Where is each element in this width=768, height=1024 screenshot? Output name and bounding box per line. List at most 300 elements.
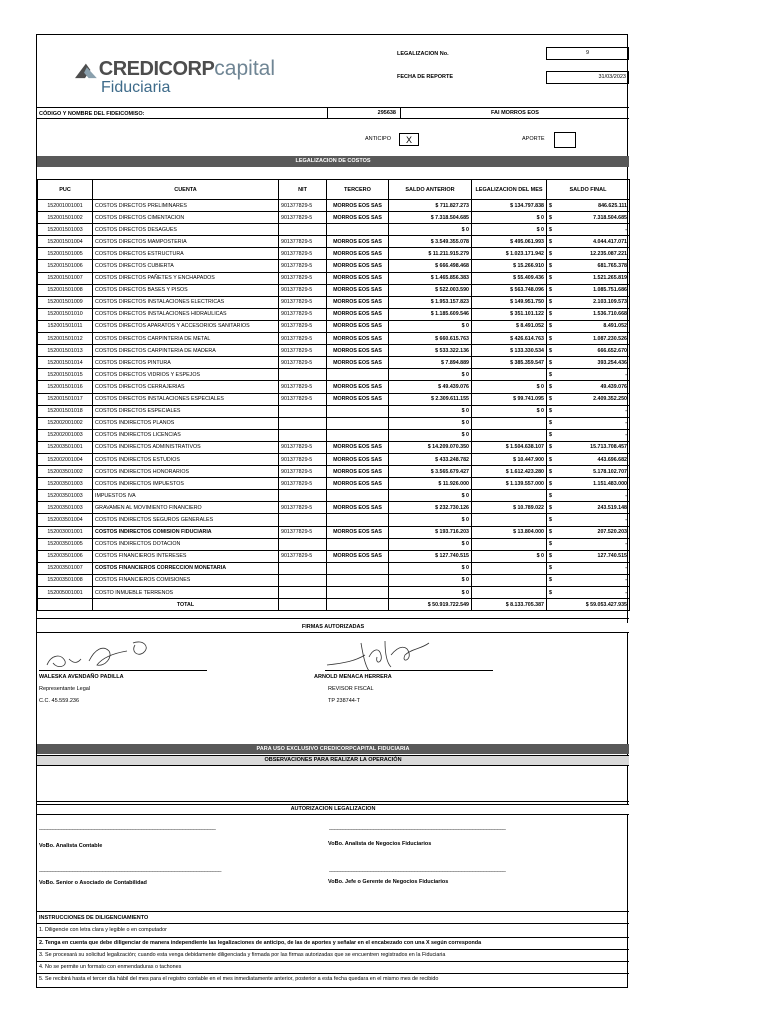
table-row	[38, 357, 630, 369]
cell-saldo-anterior: $ 433.248.782	[389, 453, 472, 465]
cell-tercero	[327, 562, 389, 574]
cell-nit: 901377829-5	[279, 320, 327, 332]
table-row	[38, 345, 630, 357]
table-row	[38, 550, 630, 562]
cell-saldo-anterior: $ 193.716.203	[389, 526, 472, 538]
cell-saldo-anterior: $ 2.309.611.155	[389, 393, 472, 405]
table-row	[38, 562, 630, 574]
cell-legalizacion-mes: $ 55.409.436	[472, 272, 547, 284]
cell-legalizacion-mes: $ 495.061.993	[472, 236, 547, 248]
cell-saldo-final	[547, 405, 630, 417]
cell-saldo-final	[547, 200, 630, 212]
cell-cuenta: COSTOS DIRECTOS MAMPOSTERIA	[93, 236, 279, 248]
cell-nit	[279, 587, 327, 599]
cell-legalizacion-mes: $ 385.359.547	[472, 357, 547, 369]
table-row	[38, 296, 630, 308]
cell-cuenta: COSTOS DIRECTOS PRELIMINARES	[93, 200, 279, 212]
saldo-final-value: 207.520.203	[597, 529, 627, 536]
cell-nit: 901377829-5	[279, 550, 327, 562]
cell-puc: 152001501014	[38, 357, 93, 369]
col-header-tercero: TERCERO	[327, 180, 389, 200]
currency-symbol: $	[549, 238, 552, 245]
total-label: TOTAL	[93, 599, 279, 611]
cell-tercero: MORROS EOS SAS	[327, 212, 389, 224]
cell-legalizacion-mes: $ 563.748.096	[472, 284, 547, 296]
cell-saldo-final	[547, 453, 630, 465]
saldo-final-value: 127.740.515	[597, 553, 627, 560]
codigo-number-field[interactable]: 295638	[327, 108, 401, 118]
autorizacion-band: AUTORIZACION LEGALIZACION	[37, 804, 629, 815]
cell-nit: 901377829-5	[279, 308, 327, 320]
cell-tercero: MORROS EOS SAS	[327, 296, 389, 308]
saldo-final-value: 846.625.111	[598, 202, 627, 209]
cell-saldo-final	[547, 248, 630, 260]
cell-legalizacion-mes: $ 134.797.838	[472, 200, 547, 212]
cell-puc: 152001501007	[38, 272, 93, 284]
cell-tercero: MORROS EOS SAS	[327, 453, 389, 465]
cell-saldo-final	[547, 441, 630, 453]
cell-puc: 152001501005	[38, 248, 93, 260]
cell-legalizacion-mes: $ 351.101.122	[472, 308, 547, 320]
cell-saldo-anterior: $ 14.209.070.350	[389, 441, 472, 453]
codigo-label: CÓDIGO Y NOMBRE DEL FIDEICOMISO:	[39, 111, 145, 117]
legalizacion-number-field[interactable]: 9	[546, 47, 629, 60]
vobo-senior-contabilidad: VoBo. Senior o Asociado de Contabilidad	[39, 880, 147, 886]
cell-saldo-anterior: $ 7.318.504.685	[389, 212, 472, 224]
currency-symbol: $	[549, 577, 552, 584]
cell-saldo-anterior: $ 0	[389, 587, 472, 599]
cell-saldo-final	[547, 296, 630, 308]
cell-cuenta: COSTOS INDIRECTOS LICENCIAS	[93, 429, 279, 441]
signature-left	[43, 637, 153, 671]
cell-puc: 152001501002	[38, 212, 93, 224]
cell-nit	[279, 429, 327, 441]
cell-tercero: MORROS EOS SAS	[327, 284, 389, 296]
saldo-final-value: 681.765.378	[597, 263, 627, 270]
cell-cuenta: COSTOS DIRECTOS CIMENTACION	[93, 212, 279, 224]
cell-puc: 152003001001	[38, 526, 93, 538]
cell-saldo-final	[547, 587, 630, 599]
cell-nit	[279, 369, 327, 381]
cell-legalizacion-mes: $ 8.491.052	[472, 320, 547, 332]
saldo-final-value: 8.491.052	[603, 323, 627, 330]
cell-tercero	[327, 417, 389, 429]
cell-cuenta: COSTOS DIRECTOS VIDRIOS Y ESPEJOS	[93, 369, 279, 381]
saldo-final-value: -	[625, 492, 627, 499]
cell-saldo-final	[547, 502, 630, 514]
cell-saldo-final	[547, 550, 630, 562]
firmas-title: FIRMAS AUTORIZADAS	[37, 623, 629, 633]
cell-nit: 901377829-5	[279, 345, 327, 357]
cell-tercero: MORROS EOS SAS	[327, 248, 389, 260]
cell-saldo-final	[547, 478, 630, 490]
currency-symbol: $	[549, 396, 552, 403]
saldo-final-value: 666.652.670	[597, 347, 627, 354]
cell-tercero: MORROS EOS SAS	[327, 466, 389, 478]
cell-puc: 152003501001	[38, 441, 93, 453]
cell-saldo-anterior: $ 11.926.000	[389, 478, 472, 490]
cell-legalizacion-mes: $ 1.612.423.280	[472, 466, 547, 478]
table-row	[38, 502, 630, 514]
cell-nit	[279, 417, 327, 429]
firma-right-role: REVISOR FISCAL	[328, 686, 374, 692]
cell-tercero: MORROS EOS SAS	[327, 200, 389, 212]
cell-tercero: MORROS EOS SAS	[327, 357, 389, 369]
currency-symbol: $	[549, 529, 552, 536]
currency-symbol: $	[549, 480, 552, 487]
total-saldo-final: $ 59.053.427.935	[547, 599, 630, 611]
currency-symbol: $	[549, 263, 552, 270]
cell-saldo-anterior: $ 1.465.856.383	[389, 272, 472, 284]
total-row	[38, 599, 630, 611]
cell-tercero	[327, 405, 389, 417]
table-row	[38, 308, 630, 320]
cell-nit: 901377829-5	[279, 478, 327, 490]
cell-cuenta: IMPUESTOS IVA	[93, 490, 279, 502]
cell-tercero: MORROS EOS SAS	[327, 502, 389, 514]
cell-cuenta: GRAVAMEN AL MOVIMIENTO FINANCIERO	[93, 502, 279, 514]
table-row	[38, 224, 630, 236]
cell-tercero	[327, 369, 389, 381]
cell-saldo-anterior: $ 711.827.273	[389, 200, 472, 212]
cell-tercero: MORROS EOS SAS	[327, 393, 389, 405]
cell-nit	[279, 490, 327, 502]
saldo-final-value: -	[625, 371, 627, 378]
cell-tercero	[327, 538, 389, 550]
credicorp-logo	[75, 53, 275, 97]
currency-symbol: $	[549, 250, 552, 257]
saldo-final-value: -	[625, 432, 627, 439]
cell-legalizacion-mes: $ 10.447.900	[472, 453, 547, 465]
cell-saldo-final	[547, 574, 630, 586]
instruccion-3: 3. Se procesará su solicitud legalización; cuando esta venga debidamente diligenciada y firmada por las firmas autorizadas que se encuentren registrados en la Fiduciaria	[39, 952, 446, 958]
costs-table	[37, 179, 630, 611]
cell-saldo-final	[547, 236, 630, 248]
saldo-final-value: 12.235.087.221	[590, 250, 627, 257]
cell-saldo-final	[547, 272, 630, 284]
saldo-final-value: 393.254.436	[597, 359, 627, 366]
currency-symbol: $	[549, 432, 552, 439]
cell-cuenta: COSTOS DIRECTOS PAÑETES Y ENCHAPADOS	[93, 272, 279, 284]
legalizacion-form	[36, 34, 628, 988]
cell-legalizacion-mes	[472, 574, 547, 586]
currency-symbol: $	[549, 371, 552, 378]
cell-nit: 901377829-5	[279, 526, 327, 538]
cell-puc: 152001501013	[38, 345, 93, 357]
cell-saldo-final	[547, 345, 630, 357]
cell-legalizacion-mes: $ 10.789.022	[472, 502, 547, 514]
cell-legalizacion-mes: $ 149.951.750	[472, 296, 547, 308]
table-row	[38, 248, 630, 260]
firma-right-name: ARNOLD MENACA HERRERA	[314, 674, 392, 680]
cell-saldo-anterior: $ 1.953.157.823	[389, 296, 472, 308]
cell-puc: 152003501003	[38, 502, 93, 514]
table-row	[38, 236, 630, 248]
table-row	[38, 405, 630, 417]
cell-nit: 901377829-5	[279, 453, 327, 465]
cell-nit: 901377829-5	[279, 393, 327, 405]
logo-brand-main: CREDICORP	[98, 58, 215, 80]
saldo-final-value: -	[625, 541, 627, 548]
cell-puc: 152002001003	[38, 429, 93, 441]
cell-saldo-final	[547, 466, 630, 478]
cell-puc: 152001501015	[38, 369, 93, 381]
cell-puc: 152001501011	[38, 320, 93, 332]
cell-saldo-final	[547, 514, 630, 526]
cell-puc: 152003501006	[38, 550, 93, 562]
total-saldo-anterior: $ 50.919.722.549	[389, 599, 472, 611]
cell-tercero	[327, 224, 389, 236]
vobo-jefe-negocios: VoBo. Jefe o Gerente de Negocios Fiduciarios	[328, 879, 449, 885]
table-row	[38, 490, 630, 502]
saldo-final-value: -	[625, 226, 627, 233]
cell-saldo-anterior: $ 666.498.468	[389, 260, 472, 272]
cell-saldo-final	[547, 333, 630, 345]
cell-puc: 152001501017	[38, 393, 93, 405]
cell-saldo-final	[547, 526, 630, 538]
cell-saldo-final	[547, 212, 630, 224]
saldo-final-value: -	[625, 565, 627, 572]
vobo-analista-contable: VoBo. Analista Contable	[39, 843, 103, 849]
cell-saldo-anterior: $ 0	[389, 369, 472, 381]
col-header-legalizacion-mes: LEGALIZACION DEL MES	[472, 180, 547, 200]
cell-puc: 152003501004	[38, 514, 93, 526]
instruccion-2: 2. Tenga en cuenta que debe diligenciar de manera independiente las legalizaciones de anticipo, de las de aportes y señalar en el encabezado con una X según corresponda	[39, 940, 482, 946]
currency-symbol: $	[549, 468, 552, 475]
cell-nit: 901377829-5	[279, 236, 327, 248]
cell-legalizacion-mes: $ 15.266.910	[472, 260, 547, 272]
cell-tercero: MORROS EOS SAS	[327, 526, 389, 538]
cell-tercero: MORROS EOS SAS	[327, 345, 389, 357]
cell-nit: 901377829-5	[279, 466, 327, 478]
cell-saldo-final	[547, 429, 630, 441]
cell-puc: 152003501002	[38, 466, 93, 478]
cell-cuenta: COSTOS INDIRECTOS HONORARIOS	[93, 466, 279, 478]
cell-legalizacion-mes: $ 99.741.095	[472, 393, 547, 405]
instrucciones-title: INSTRUCCIONES DE DILIGENCIAMIENTO	[39, 915, 149, 921]
saldo-final-value: 243.519.148	[597, 504, 627, 511]
currency-symbol: $	[549, 347, 552, 354]
cell-saldo-anterior: $ 11.211.915.279	[389, 248, 472, 260]
cell-nit: 901377829-5	[279, 284, 327, 296]
aporte-checkbox[interactable]	[554, 132, 576, 148]
firma-left-name: WALESKA AVENDAÑO PADILLA	[39, 674, 124, 680]
cell-saldo-anterior: $ 1.185.609.546	[389, 308, 472, 320]
cell-puc: 152001501009	[38, 296, 93, 308]
cell-tercero: MORROS EOS SAS	[327, 478, 389, 490]
cell-legalizacion-mes	[472, 369, 547, 381]
currency-symbol: $	[549, 299, 552, 306]
cell-saldo-anterior: $ 0	[389, 490, 472, 502]
currency-symbol: $	[549, 444, 552, 451]
cell-saldo-anterior: $ 3.565.679.427	[389, 466, 472, 478]
saldo-final-value: 2.409.352.250	[593, 396, 627, 403]
cell-legalizacion-mes	[472, 587, 547, 599]
col-header-puc: PUC	[38, 180, 93, 200]
cell-nit: 901377829-5	[279, 200, 327, 212]
currency-symbol: $	[549, 408, 552, 415]
anticipo-label: ANTICIPO	[365, 136, 391, 142]
col-header-cuenta: CUENTA	[93, 180, 279, 200]
cell-legalizacion-mes: $ 133.330.534	[472, 345, 547, 357]
cell-saldo-final	[547, 284, 630, 296]
cell-cuenta: COSTOS DIRECTOS DESAGUES	[93, 224, 279, 236]
cell-saldo-anterior: $ 0	[389, 417, 472, 429]
currency-symbol: $	[549, 287, 552, 294]
saldo-final-value: 1.087.230.526	[593, 335, 627, 342]
cell-cuenta: COSTOS DIRECTOS INSTALACIONES HIDRAULICAS	[93, 308, 279, 320]
cell-nit: 901377829-5	[279, 296, 327, 308]
table-row	[38, 441, 630, 453]
cell-puc: 152001501010	[38, 308, 93, 320]
cell-cuenta: COSTOS INDIRECTOS ADMINISTRATIVOS	[93, 441, 279, 453]
currency-symbol: $	[549, 275, 552, 282]
table-row	[38, 538, 630, 550]
vobo-analista-negocios: VoBo. Analista de Negocios Fiduciarios	[328, 841, 432, 847]
cell-tercero: MORROS EOS SAS	[327, 272, 389, 284]
cell-tercero	[327, 429, 389, 441]
cell-saldo-final	[547, 381, 630, 393]
saldo-final-value: 1.151.483.000	[593, 480, 627, 487]
cell-saldo-anterior: $ 0	[389, 538, 472, 550]
table-row	[38, 587, 630, 599]
table-row	[38, 478, 630, 490]
firma-left-id: C.C. 45.559.236	[39, 698, 80, 704]
saldo-final-value: 2.103.109.573	[593, 299, 627, 306]
fideicomiso-name-field[interactable]: FAI MORROS EOS	[491, 110, 539, 116]
cell-legalizacion-mes	[472, 562, 547, 574]
currency-symbol: $	[549, 420, 552, 427]
cell-legalizacion-mes: $ 0	[472, 212, 547, 224]
cell-saldo-anterior: $ 0	[389, 562, 472, 574]
cell-puc: 152001501004	[38, 236, 93, 248]
cell-puc: 152001501006	[38, 260, 93, 272]
col-header-nit: NIT	[279, 180, 327, 200]
cell-saldo-anterior: $ 7.894.889	[389, 357, 472, 369]
cell-legalizacion-mes: $ 0	[472, 405, 547, 417]
cell-cuenta: COSTOS INDIRECTOS PLANOS	[93, 417, 279, 429]
cell-legalizacion-mes: $ 1.023.171.942	[472, 248, 547, 260]
cell-nit: 901377829-5	[279, 357, 327, 369]
cell-tercero: MORROS EOS SAS	[327, 441, 389, 453]
cell-nit	[279, 224, 327, 236]
cell-legalizacion-mes: $ 13.804.000	[472, 526, 547, 538]
table-header-row	[38, 180, 630, 200]
currency-symbol: $	[549, 553, 552, 560]
cell-saldo-final	[547, 490, 630, 502]
cell-puc: 152001501016	[38, 381, 93, 393]
cell-cuenta: COSTOS DIRECTOS PINTURA	[93, 357, 279, 369]
fecha-label: FECHA DE REPORTE	[397, 74, 454, 80]
cell-legalizacion-mes	[472, 514, 547, 526]
cell-saldo-final	[547, 369, 630, 381]
vobo-analista-contable-line[interactable]: ________________________________________________________________	[39, 825, 216, 831]
anticipo-checkbox[interactable]: X	[399, 133, 419, 146]
cell-puc: 152005001001	[38, 587, 93, 599]
cell-saldo-anterior: $ 0	[389, 224, 472, 236]
cell-saldo-anterior: $ 0	[389, 320, 472, 332]
fideicomiso-row	[37, 107, 629, 119]
table-row	[38, 284, 630, 296]
cell-legalizacion-mes: $ 1.139.557.000	[472, 478, 547, 490]
logo-brand-cap: capital	[214, 57, 275, 80]
vobo-analista-negocios-line[interactable]: ________________________________________________________________	[329, 825, 506, 831]
firma-left-role: Representante Legal	[39, 686, 91, 692]
saldo-final-value: 1.536.710.668	[593, 311, 627, 318]
cell-saldo-final	[547, 224, 630, 236]
table-row	[38, 453, 630, 465]
cell-cuenta: COSTOS DIRECTOS CUBIERTA	[93, 260, 279, 272]
cell-nit: 901377829-5	[279, 441, 327, 453]
cell-nit: 901377829-5	[279, 248, 327, 260]
cell-puc: 152001501012	[38, 333, 93, 345]
saldo-final-value: -	[625, 589, 627, 596]
table-row	[38, 260, 630, 272]
currency-symbol: $	[549, 311, 552, 318]
currency-symbol: $	[549, 214, 552, 221]
table-row	[38, 381, 630, 393]
cell-puc: 152003501003	[38, 478, 93, 490]
saldo-final-value: 7.318.504.685	[593, 214, 627, 221]
currency-symbol: $	[549, 226, 552, 233]
saldo-final-value: 49.439.076	[600, 383, 627, 390]
cell-saldo-final	[547, 308, 630, 320]
credicorp-mark-icon	[75, 61, 97, 79]
cell-puc: 152002001004	[38, 453, 93, 465]
table-row	[38, 466, 630, 478]
cell-legalizacion-mes: $ 1.504.638.107	[472, 441, 547, 453]
cell-cuenta: COSTOS DIRECTOS INSTALACIONES ESPECIALES	[93, 393, 279, 405]
cell-nit: 901377829-5	[279, 502, 327, 514]
cell-tercero: MORROS EOS SAS	[327, 260, 389, 272]
currency-symbol: $	[549, 516, 552, 523]
saldo-final-value: 4.044.417.071	[593, 238, 627, 245]
cell-cuenta: COSTOS DIRECTOS CARPINTERIA DE METAL	[93, 333, 279, 345]
cell-legalizacion-mes	[472, 429, 547, 441]
saldo-final-value: 443.696.682	[597, 456, 627, 463]
cell-legalizacion-mes: $ 0	[472, 381, 547, 393]
table-row	[38, 417, 630, 429]
cell-nit	[279, 514, 327, 526]
cell-tercero	[327, 514, 389, 526]
vobo-jefe-line[interactable]: ________________________________________________________________	[329, 867, 506, 873]
table-row	[38, 526, 630, 538]
observaciones-band: OBSERVACIONES PARA REALIZAR LA OPERACIÓN	[37, 755, 629, 766]
cell-puc: 152002001002	[38, 417, 93, 429]
cell-puc: 152001501003	[38, 224, 93, 236]
cell-cuenta: COSTOS DIRECTOS ESPECIALES	[93, 405, 279, 417]
cell-nit	[279, 574, 327, 586]
cell-saldo-anterior: $ 0	[389, 405, 472, 417]
currency-symbol: $	[549, 541, 552, 548]
instruccion-4: 4. No se permite un formato con enmendaduras o tachones	[39, 964, 182, 970]
table-row	[38, 333, 630, 345]
cell-tercero: MORROS EOS SAS	[327, 550, 389, 562]
cell-saldo-final	[547, 357, 630, 369]
signature-right	[325, 635, 435, 675]
vobo-senior-line[interactable]: __________________________________________________________________	[39, 867, 222, 873]
cell-saldo-final	[547, 393, 630, 405]
observaciones-area[interactable]	[37, 766, 629, 801]
table-row	[38, 429, 630, 441]
cell-cuenta: COSTOS DIRECTOS CARPINTERIA DE MADERA	[93, 345, 279, 357]
cell-saldo-anterior: $ 533.322.136	[389, 345, 472, 357]
cell-cuenta: COSTOS DIRECTOS ESTRUCTURA	[93, 248, 279, 260]
saldo-final-value: 15.713.708.457	[590, 444, 627, 451]
cell-nit: 901377829-5	[279, 381, 327, 393]
fecha-field[interactable]: 31/03/2023	[546, 71, 629, 84]
col-header-saldo-final: SALDO FINAL	[547, 180, 630, 200]
